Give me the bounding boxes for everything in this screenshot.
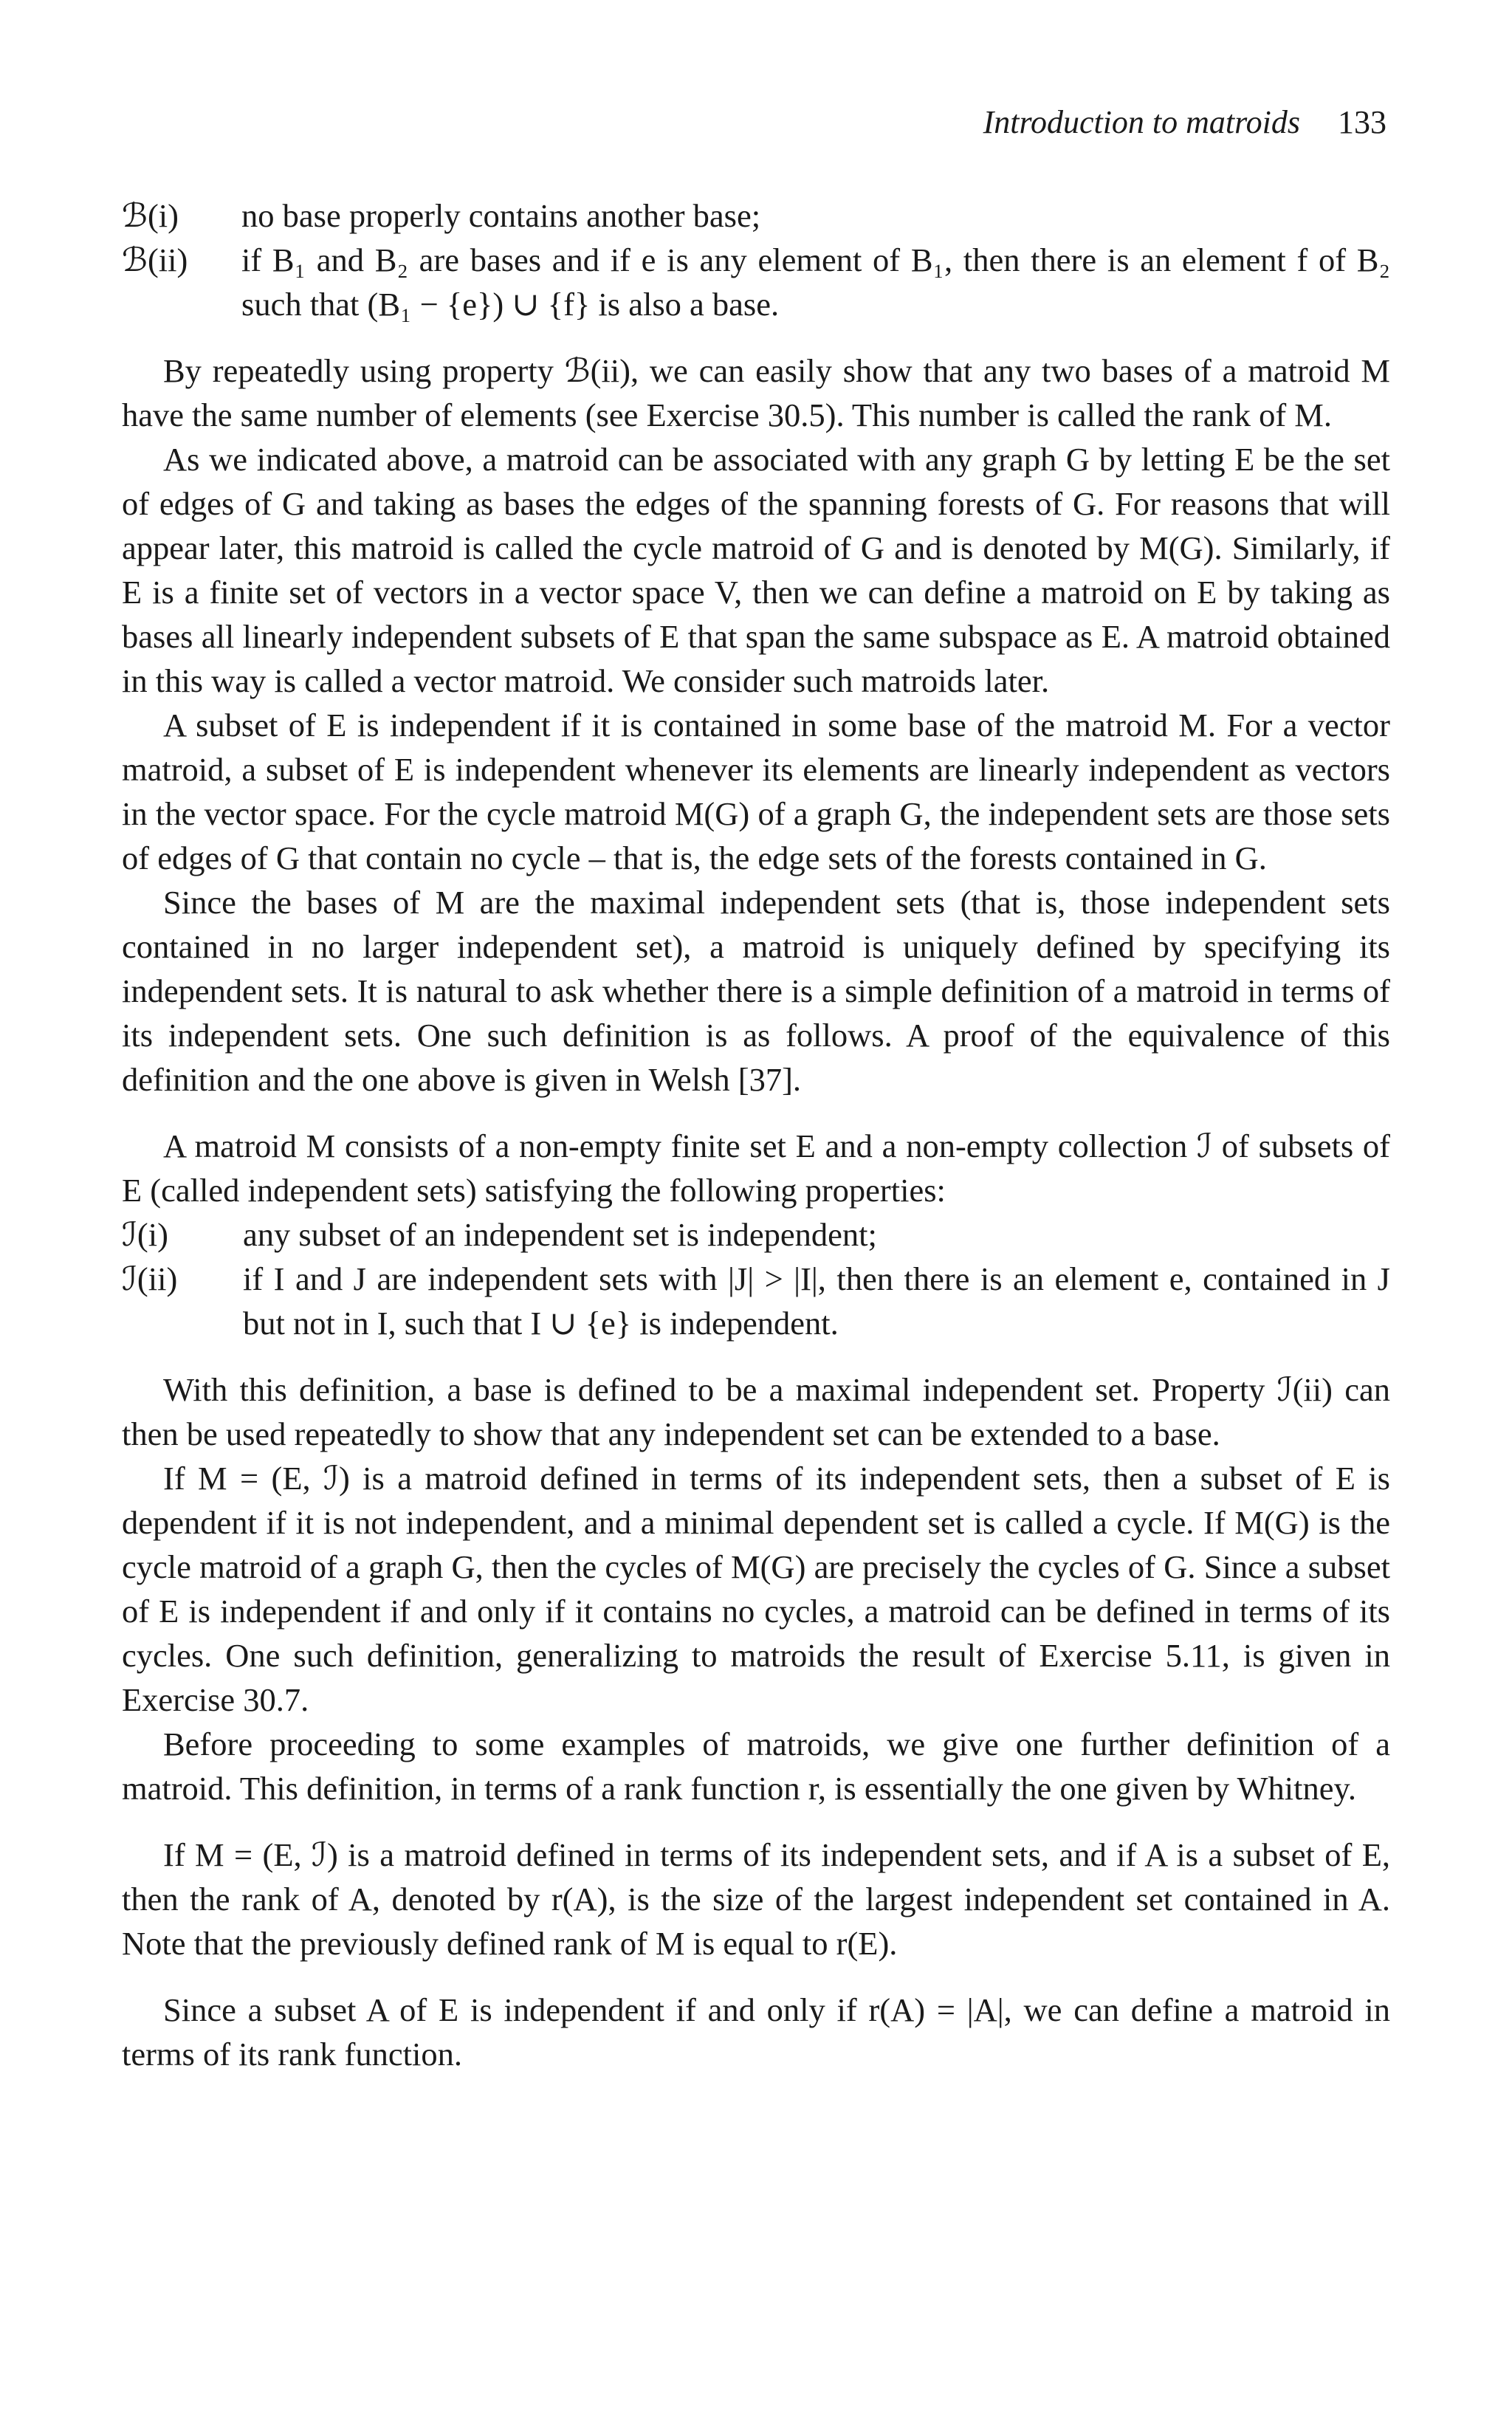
paragraph: As we indicated above, a matroid can be associated with any graph G by letting E be the set of edges of G and taking as bases the edges of the spanning forests of G. For reasons that will appear later, this matroid is called the cycle matroid of G and is denoted by M(G). Similarly, if E is a finite set of vectors in a vector space V, then we can define a matroid on E by taking as bases all linearly independent subsets of E that span the same subspace as E. A matroid obtained in this way is called a vector matroid. We consider such matroids later. (122, 441, 1390, 699)
page-header (983, 103, 1386, 141)
definition-paragraph: A matroid M consists of a non-empty finite set E and a non-empty collection ℐ of subsets of E (called independent sets) satisfying the following properties: (122, 1127, 1390, 1209)
base-axiom-item (122, 193, 1390, 238)
axiom-text: if B₁ and B₂ are bases and if e is any element of B₁, then there is an element f of B₂ such that (B₁ − {e}) ∪ {f} is also a base. (241, 241, 1390, 323)
axiom-text: if I and J are independent sets with |J| > |I|, then there is an element e, contained in J but not in I, such that I ∪ {e} is independent. (243, 1260, 1390, 1342)
axiom-label: ℬ(ii) (122, 241, 188, 278)
page-number: 133 (1338, 104, 1386, 140)
paragraph: Before proceeding to some examples of matroids, we give one further definition of a matroid. This definition, in terms of a rank function r, is essentially the one given by Whitney. (122, 1726, 1390, 1807)
independence-axiom-item (122, 1257, 1390, 1345)
axiom-text: no base properly contains another base; (241, 197, 761, 234)
definition-paragraph: If M = (E, ℐ) is a matroid defined in terms of its independent sets, and if A is a subset of E, then the rank of A, denoted by r(A), is the size of the largest independent set contained in A. Note that the previously defined rank of M is equal to r(E). (122, 1836, 1390, 1962)
running-title: Introduction to matroids (983, 104, 1300, 140)
paragraph: With this definition, a base is defined to be a maximal independent set. Property ℐ(ii) can then be used repeatedly to show that any independent set can be extended to a base. (122, 1371, 1390, 1452)
axiom-label: ℐ(ii) (122, 1260, 178, 1297)
axiom-label: ℐ(i) (122, 1216, 168, 1253)
page-body (122, 193, 1390, 2076)
paragraph: Since the bases of M are the maximal independent sets (that is, those independent sets contained in no larger independent set), a matroid is uniquely defined by specifying its independent sets. It is natural to ask whether there is a simple definition of a matroid in terms of its independent sets. One such definition is as follows. A proof of the equivalence of this definition and the one above is given in Welsh [37]. (122, 884, 1390, 1098)
paragraph: A subset of E is independent if it is contained in some base of the matroid M. For a vector matroid, a subset of E is independent whenever its elements are linearly independent as vectors in the vector space. For the cycle matroid M(G) of a graph G, the independent sets are those sets of edges of G that contain no cycle – that is, the edge sets of the forests contained in G. (122, 707, 1390, 876)
paragraph: Since a subset A of E is independent if and only if r(A) = |A|, we can define a matroid in terms of its rank function. (122, 1991, 1390, 2073)
axiom-label: ℬ(i) (122, 197, 179, 234)
axiom-text: any subset of an independent set is independent; (243, 1216, 877, 1253)
base-axiom-item (122, 238, 1390, 326)
paragraph: If M = (E, ℐ) is a matroid defined in terms of its independent sets, then a subset of E is dependent if it is not independent, and a minimal dependent set is called a cycle. If M(G) is the cycle matroid of a graph G, then the cycles of M(G) are precisely the cycles of G. Since a subset of E is independent if and only if it contains no cycles, a matroid can be defined in terms of its cycles. One such definition, generalizing to matroids the result of Exercise 5.11, is given in Exercise 30.7. (122, 1460, 1390, 1718)
paragraph: By repeatedly using property ℬ(ii), we can easily show that any two bases of a matroid M have the same number of elements (see Exercise 30.5). This number is called the rank of M. (122, 352, 1390, 433)
independence-axiom-item (122, 1212, 1390, 1257)
